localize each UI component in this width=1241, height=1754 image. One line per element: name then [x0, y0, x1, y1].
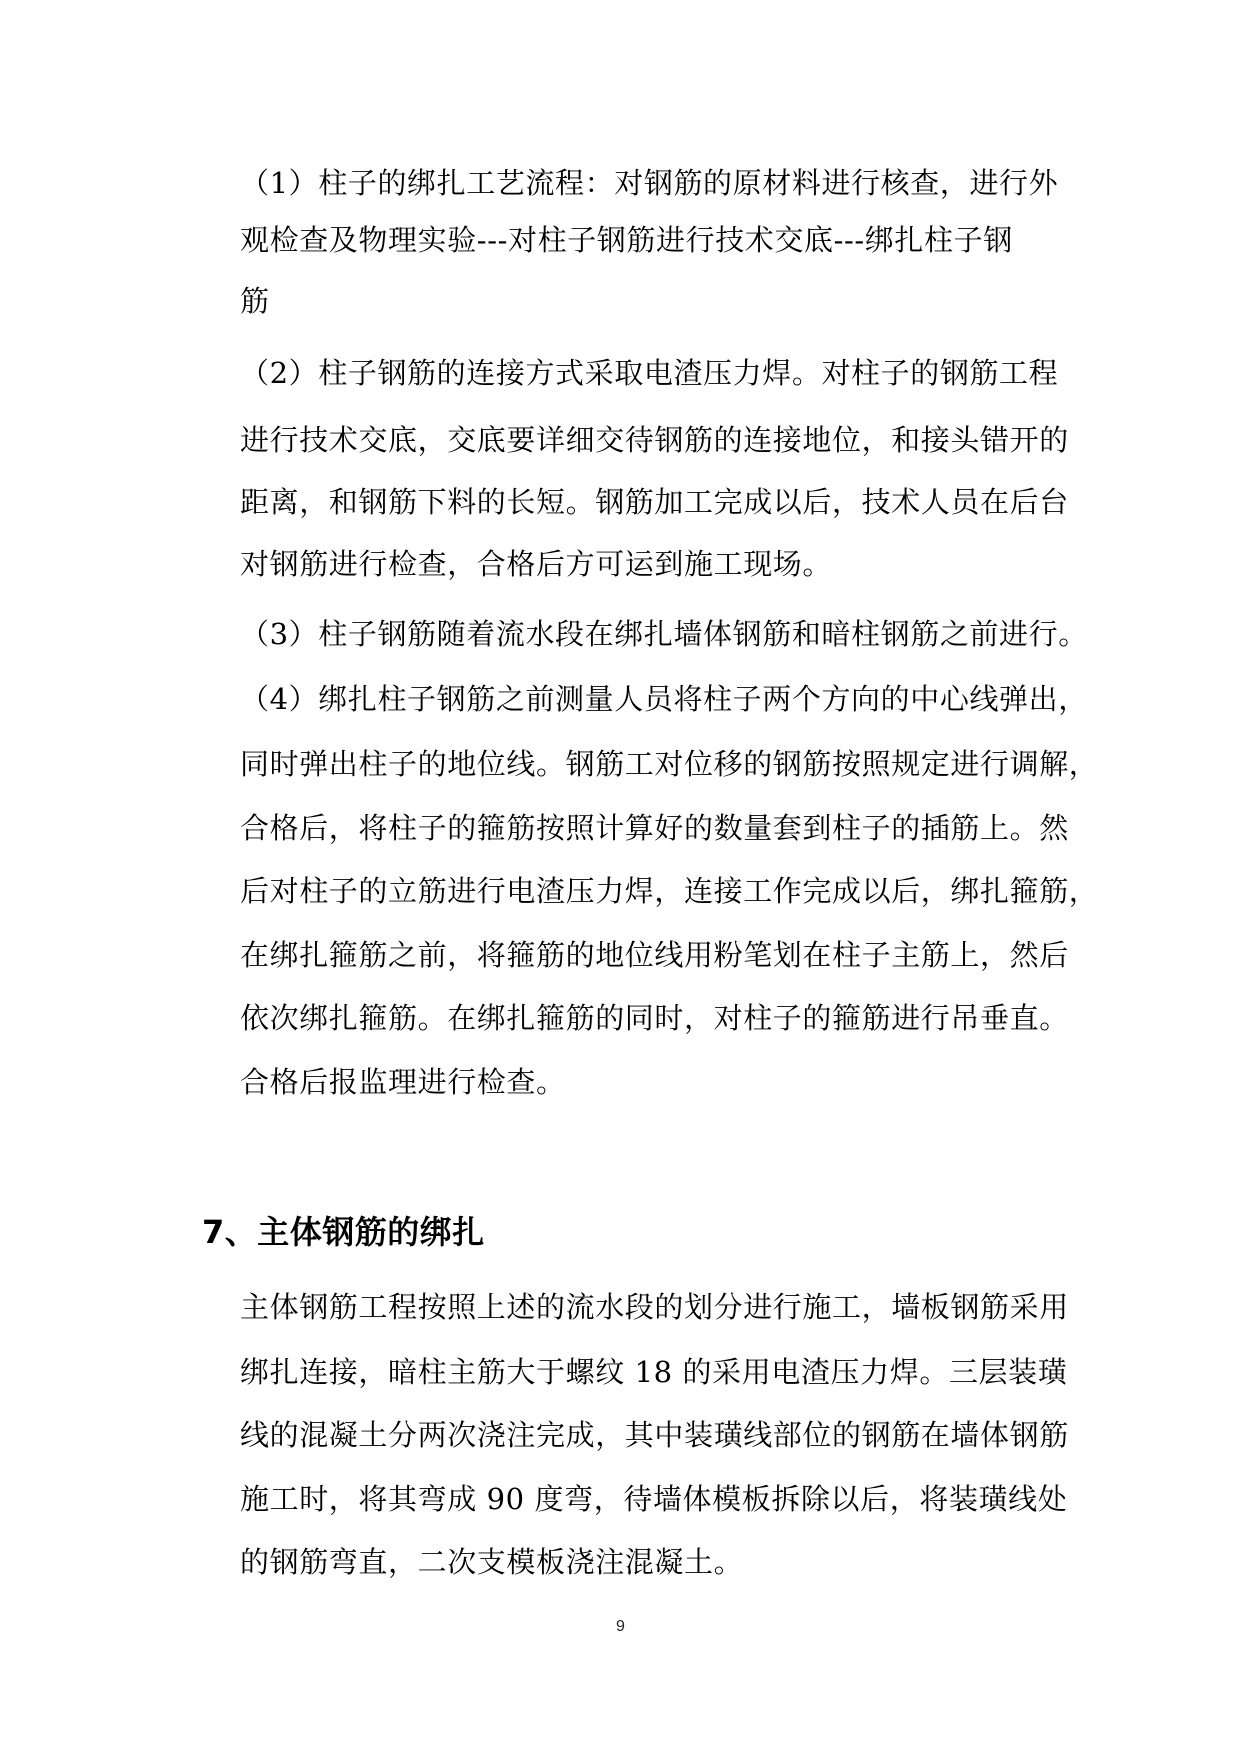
text-line-14: 依次绑扎箍筋。在绑扎箍筋的同时，对柱子的箍筋进行吊垂直。	[240, 1001, 1069, 1035]
text-line-7: 对钢筋进行检查，合格后方可运到施工现场。	[240, 547, 833, 581]
text-line-5: 进行技术交底，交底要详细交待钢筋的连接地位，和接头错开的	[240, 423, 1069, 457]
body-line-1: 主体钢筋工程按照上述的流水段的划分进行施工，墙板钢筋采用	[240, 1290, 1069, 1324]
body-line-2: 绑扎连接，暗柱主筋大于螺纹 18 的采用电渣压力焊。三层装璜	[240, 1355, 1068, 1389]
text-line-1: （1）柱子的绑扎工艺流程：对钢筋的原材料进行核查，进行外	[240, 166, 1059, 200]
text-line-9: （4）绑扎柱子钢筋之前测量人员将柱子两个方向的中心线弹出，	[240, 682, 1088, 716]
text-line-2: 观检查及物理实验---对柱子钢筋进行技术交底---绑扎柱子钢	[240, 223, 1013, 257]
body-line-4: 施工时，将其弯成 90 度弯，待墙体模板拆除以后，将装璜线处	[240, 1482, 1068, 1516]
text-line-4: （2）柱子钢筋的连接方式采取电渣压力焊。对柱子的钢筋工程	[240, 356, 1059, 390]
text-line-13: 在绑扎箍筋之前，将箍筋的地位线用粉笔划在柱子主筋上，然后	[240, 938, 1069, 972]
section-heading: 7、主体钢筋的绑扎	[202, 1213, 485, 1251]
body-line-3: 线的混凝土分两次浇注完成，其中装璜线部位的钢筋在墙体钢筋	[240, 1418, 1069, 1452]
text-line-12: 后对柱子的立筋进行电渣压力焊，连接工作完成以后，绑扎箍筋，	[240, 874, 1099, 908]
text-line-15: 合格后报监理进行检查。	[240, 1065, 566, 1099]
text-line-6: 距离，和钢筋下料的长短。钢筋加工完成以后，技术人员在后台	[240, 485, 1069, 519]
text-line-10: 同时弹出柱子的地位线。钢筋工对位移的钢筋按照规定进行调解，	[240, 747, 1099, 781]
body-line-5: 的钢筋弯直，二次支模板浇注混凝土。	[240, 1545, 744, 1579]
text-line-11: 合格后，将柱子的箍筋按照计算好的数量套到柱子的插筋上。然	[240, 811, 1069, 845]
text-line-3: 筋	[240, 284, 270, 318]
text-line-8: （3）柱子钢筋随着流水段在绑扎墙体钢筋和暗柱钢筋之前进行。	[240, 617, 1088, 651]
page-number: 9	[616, 1618, 625, 1635]
